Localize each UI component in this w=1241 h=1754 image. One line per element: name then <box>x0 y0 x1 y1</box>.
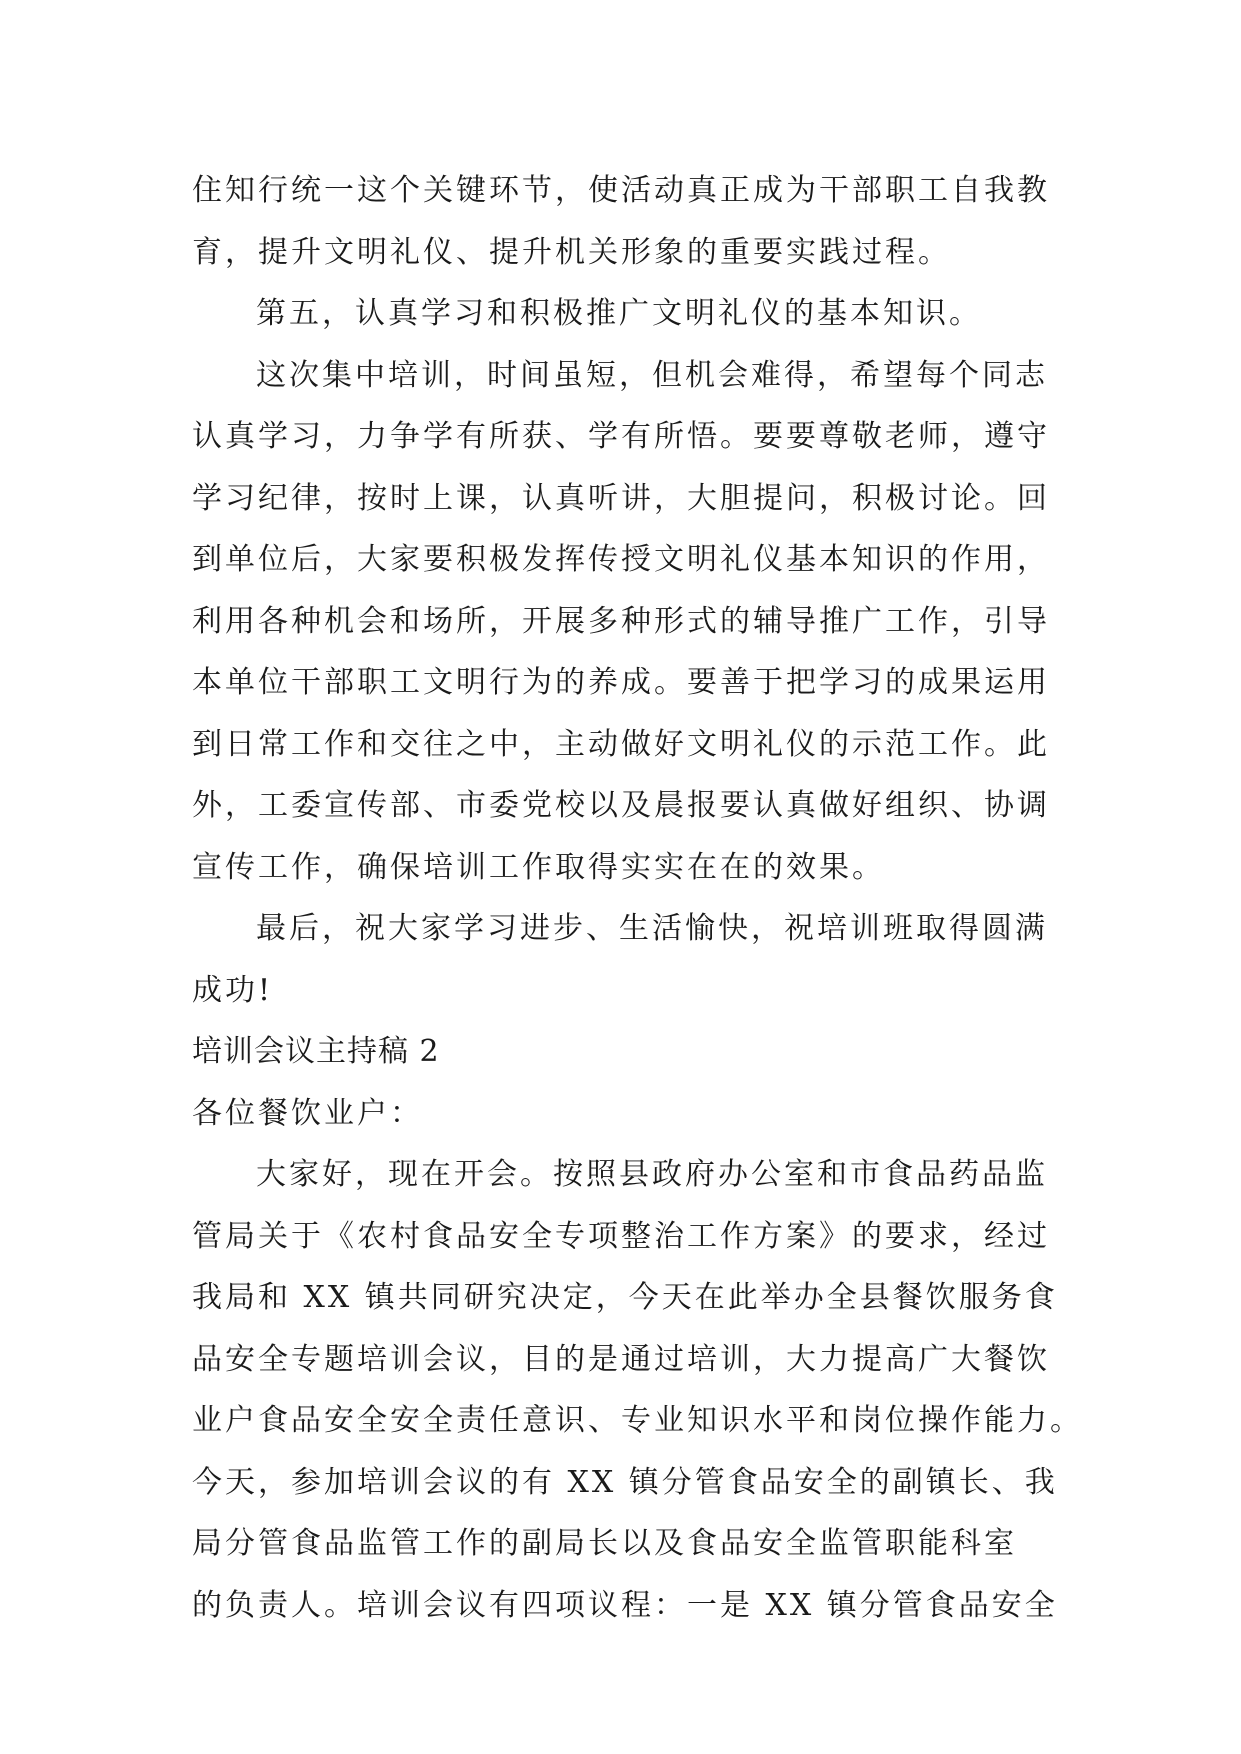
text-line: 学习纪律，按时上课，认真听讲，大胆提问，积极讨论。回 <box>192 480 1050 516</box>
paragraph-first-line: 大家好，现在开会。按照县政府办公室和市食品药品监 <box>256 1157 1048 1192</box>
text-line: 育，提升文明礼仪、提升机关形象的重要实践过程。 <box>192 234 951 270</box>
text-line: 本单位干部职工文明行为的养成。要善于把学习的成果运用 <box>192 665 1050 700</box>
text-line: 到单位后，大家要积极发挥传授文明礼仪基本知识的作用， <box>192 542 1050 577</box>
text-line: 局分管食品监管工作的副局长以及食品安全监管职能科室 <box>192 1526 1017 1561</box>
text-line: 品安全专题培训会议，目的是通过培训，大力提高广大餐饮 <box>192 1341 1050 1377</box>
document-page <box>192 160 1083 1636</box>
text-line: 业户食品安全安全责任意识、专业知识水平和岗位操作能力。 <box>192 1403 1083 1438</box>
text-line: 的负责人。培训会议有四项议程：一是 XX 镇分管食品安全 <box>192 1587 1058 1623</box>
paragraph-first-line: 这次集中培训，时间虽短，但机会难得，希望每个同志 <box>256 357 1048 393</box>
text-line: 管局关于《农村食品安全专项整治工作方案》的要求，经过 <box>192 1218 1050 1254</box>
text-line: 我局和 XX 镇共同研究决定，今天在此举办全县餐饮服务食 <box>192 1280 1058 1315</box>
text-line: 利用各种机会和场所，开展多种形式的辅导推广工作，引导 <box>192 603 1050 639</box>
text-line: 到日常工作和交往之中，主动做好文明礼仪的示范工作。此 <box>192 726 1050 762</box>
text-line: 认真学习，力争学有所获、学有所悟。要要尊敬老师，遵守 <box>192 419 1050 454</box>
text-line: 宣传工作，确保培训工作取得实实在在的效果。 <box>192 849 885 885</box>
paragraph-first-line: 第五，认真学习和积极推广文明礼仪的基本知识。 <box>256 296 982 331</box>
salutation: 各位餐饮业户： <box>192 1095 423 1131</box>
paragraph-first-line: 最后，祝大家学习进步、生活愉快，祝培训班取得圆满 <box>256 911 1048 946</box>
text-line: 成功! <box>192 972 274 1008</box>
text-line: 今天，参加培训会议的有 XX 镇分管食品安全的副镇长、我 <box>192 1464 1058 1500</box>
text-line: 住知行统一这个关键环节，使活动真正成为干部职工自我教 <box>192 173 1050 208</box>
section-heading: 培训会议主持稿 2 <box>192 1034 440 1069</box>
text-line: 外，工委宣传部、市委党校以及晨报要认真做好组织、协调 <box>192 788 1050 823</box>
